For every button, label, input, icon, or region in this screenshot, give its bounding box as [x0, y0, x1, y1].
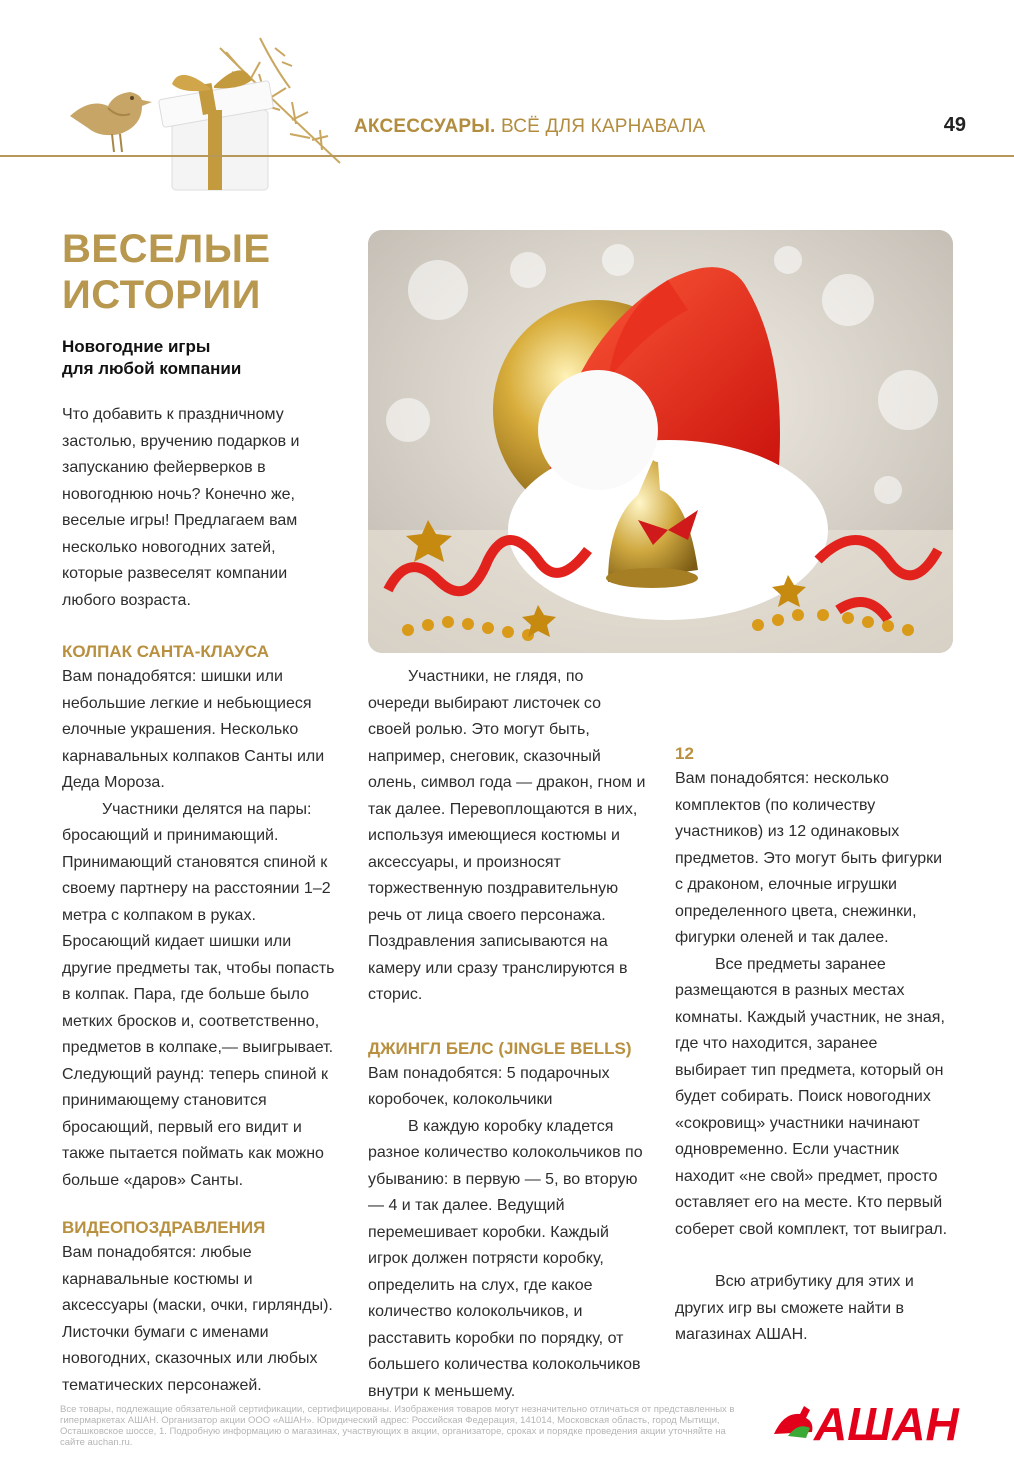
header-decoration-illustration: [60, 28, 350, 198]
twelve-heading: 12: [675, 744, 694, 763]
christmas-hat-photo: [368, 230, 953, 653]
page-title: ВЕСЕЛЫЕ ИСТОРИИ: [62, 227, 271, 317]
auchan-brand-text: АШАН: [814, 1398, 959, 1450]
closing-paragraph: Всю атрибутику для этих и других игр вы сможете найти в магазинах АШАН.: [675, 1273, 914, 1343]
auchan-logo: [770, 1392, 970, 1452]
hat-pompom: [538, 370, 658, 490]
column-middle: [368, 664, 646, 1405]
page-subtitle: Новогодние игры для любой компании: [62, 337, 242, 378]
jingle-bells-paragraph-1: Вам понадобятся: 5 подарочных коробочек, колокольчики: [368, 1064, 610, 1108]
gift-box-icon: [158, 70, 273, 190]
column-right: [675, 742, 953, 1349]
jingle-bells-heading: ДЖИНГЛ БЕЛС (JINGLE BELLS): [368, 1038, 632, 1058]
video-paragraph-1: Вам понадобятся: любые карнавальные костюмы и аксессуары (маски, очки, гирлянды). Листочки бумаги с именами новогодних, сказочных или любых тематических персонажей.: [62, 1244, 333, 1394]
intro-paragraph: Что добавить к праздничному застолью, вручению подарков и запусканию фейерверков в новогоднюю ночь? Конечно же, веселые игры! Предлагаем вам несколько новогодних затей, которые развеселят компании любого возраста.: [62, 406, 300, 609]
header-rule: [0, 155, 1014, 157]
gold-bird-icon: [70, 92, 152, 152]
legal-disclaimer: Все товары, подлежащие обязательной сертификации, сертифицированы. Изображения товаров могут незначительно отличаться от представленных в гипермаркетах АШАН. Организатор акции ООО «АШАН». Юридический адрес: Российская Федерация, 141014, Московская область, город Мытищи, Осташковское шоссе, 1. Подробную информацию о магазинах, участвующих в акции, организаторе, сроках и порядке проведения акции уточняйте на сайте auchan.ru.: [60, 1404, 735, 1448]
santa-hat-paragraph-2: Участники делятся на пары: бросающий и принимающий. Принимающий становятся спиной к своему партнеру на расстоянии 1–2 метра с колпаком в руках. Бросающий кидает шишки или другие предметы так, чтобы попасть в колпак. Пара, где больше было метких бросков и, соответственно, предметов в колпаке,— выигрывает. Следующий раунд: теперь спиной к принимающему становится бросающий, первый его видит и также пытается поймать как можно больше «даров» Санты.: [62, 800, 335, 1189]
twelve-paragraph-2: Все предметы заранее размещаются в разных местах комнаты. Каждый участник, не зная, где что находится, заранее выбирает тип предмета, который он будет собирать. Поиск новогодних «сокровищ» участники начинают одновременно. Если участник находит «не свой» предмет, просто оставляет его на месте. Кто первый соберет свой комплект, тот выиграл.: [675, 955, 948, 1238]
section-title: АКСЕССУАРЫ. ВСЁ ДЛЯ КАРНАВАЛА: [354, 116, 706, 137]
twelve-paragraph-1: Вам понадобятся: несколько комплектов (по количеству участников) из 12 одинаковых предметов. Это могут быть фигурки с драконом, елочные игрушки определенного цвета, снежинки, фигурки оленей и так далее.: [675, 770, 943, 946]
column-left: [62, 402, 339, 1399]
jingle-bells-paragraph-2: В каждую коробку кладется разное количество колокольчиков по убыванию: в первую — 5, во вторую — 4 и так далее. Ведущий перемешивает коробки. Каждый игрок должен потрясти коробку, определить на слух, где какое количество колокольчиков, и расставить коробки по порядку, от большего количества колокольчиков внутри к меньшему.: [368, 1117, 643, 1400]
video-paragraph-2: Участники, не глядя, по очереди выбирают листочек со своей ролью. Это могут быть, например, снеговик, сказочный олень, символ года — дракон, гном и так далее. Перевоплощаются в них, используя имеющиеся костюмы и аксессуары, и произносят торжественную поздравительную речь от лица своего персонажа. Поздравления записываются на камеру или сразу транслируются в сторис.: [368, 668, 646, 1003]
video-heading: ВИДЕОПОЗДРАВЛЕНИЯ: [62, 1218, 266, 1237]
auchan-bird-icon: [774, 1406, 812, 1438]
santa-hat-paragraph-1: Вам понадобятся: шишки или небольшие легкие и небьющиеся елочные украшения. Несколько карнавальных колпаков Санты или Деда Мороза.: [62, 668, 325, 791]
santa-hat-heading: КОЛПАК САНТА-КЛАУСА: [62, 642, 269, 661]
page-number: 49: [943, 114, 966, 136]
